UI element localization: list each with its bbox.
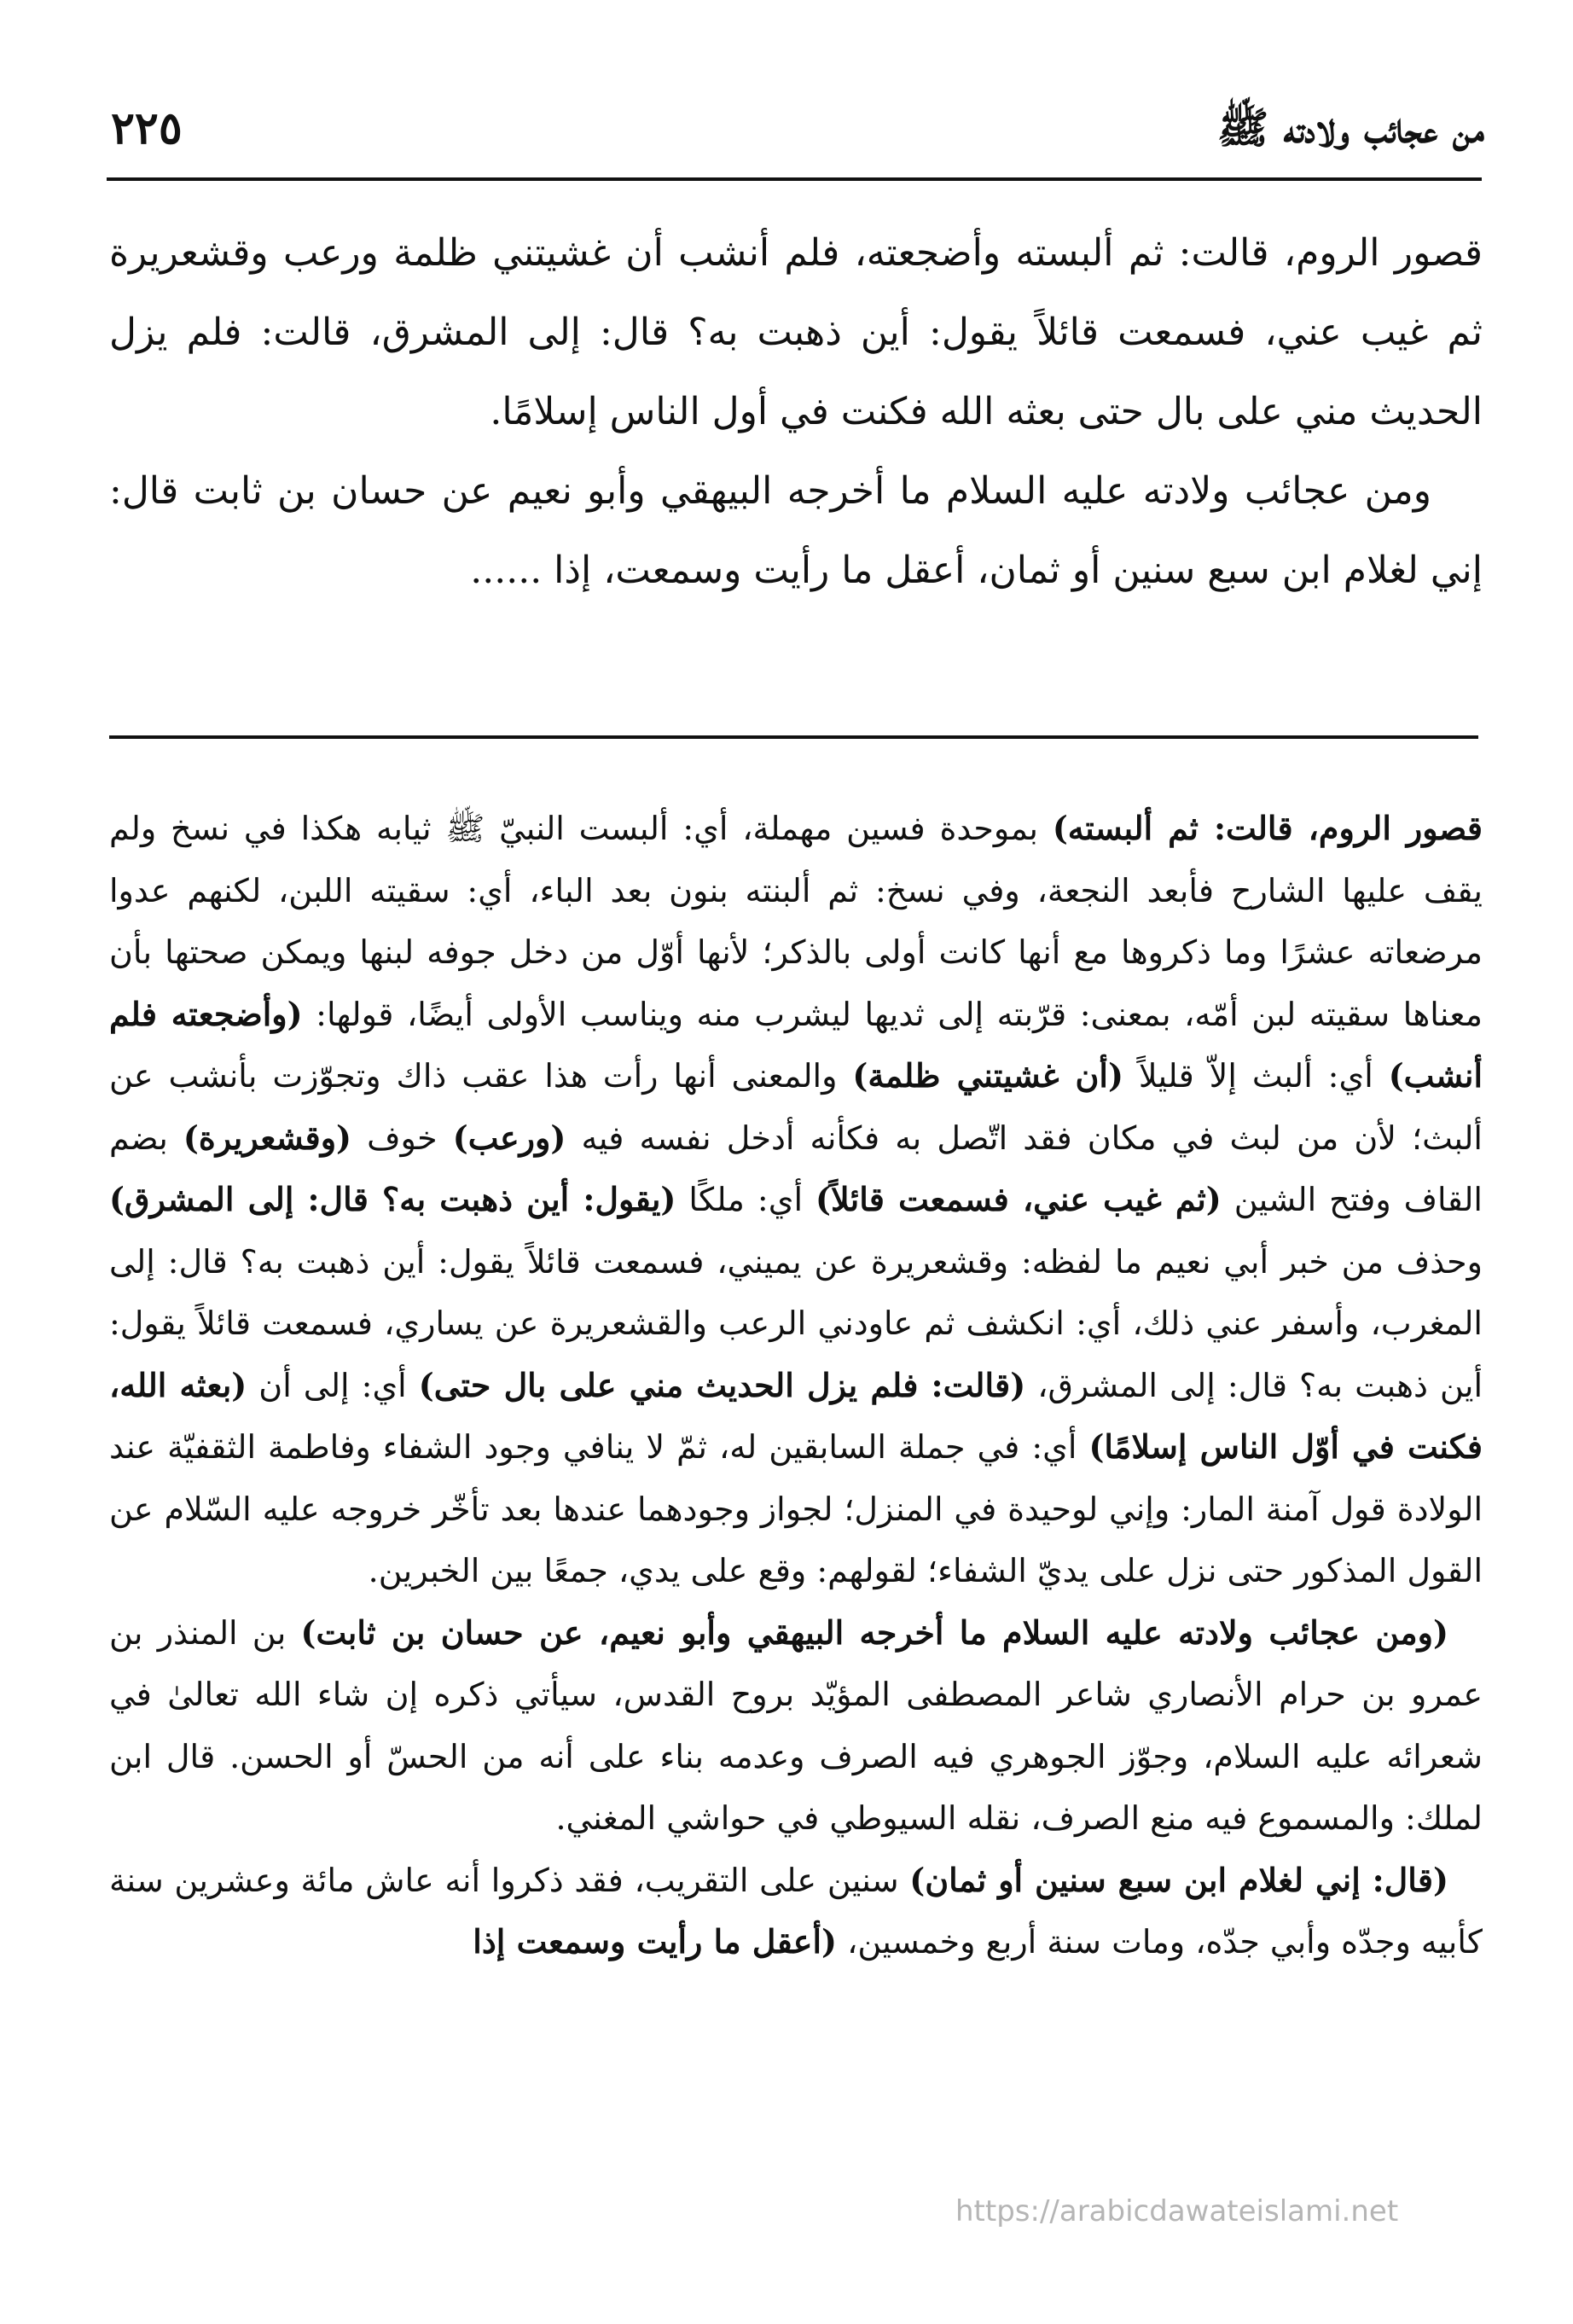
quoted-text: قصور الروم، قالت: ثم ألبسته) bbox=[1052, 809, 1483, 847]
quoted-text: (قالت: فلم يزل الحديث مني على بال حتى) bbox=[418, 1365, 1026, 1404]
quoted-text: (يقول: أين ذهبت به؟ قال: إلى المشرق) bbox=[109, 1180, 676, 1218]
commentary-text bbox=[109, 798, 1483, 1973]
quoted-text: (قال: إني لغلام ابن سبع سنين أو ثمان) bbox=[909, 1860, 1449, 1899]
watermark-url: https://arabicdawateislami.net bbox=[955, 2194, 1399, 2228]
header-rule bbox=[107, 177, 1482, 181]
quoted-text: (ثم غيب عني، فسمعت قائلاً) bbox=[815, 1180, 1222, 1218]
commentary-text-run: بموحدة فسين مهملة، أي: ألبست النبيّ ﷺ ثيابه هكذا في نسخ ولم يقف عليها الشارح فأبعد النجعة، وفي نسخ: ثم ألبنته بنون بعد الباء، أي: سقيته اللبن، لكنهم عدوا مرضعاته عشرًا وما ذكروها مع أنها كانت أولى بالذكر؛ لأنها أوّل من دخل جوفه لبنها ويمكن صحتها بأن معناها سقيته لبن أمّه، بمعنى: قرّبته إلى ثديها ليشرب منه ويناسب الأولى أيضًا، قولها: bbox=[109, 810, 1483, 1033]
quoted-text: (أن غشيتني ظلمة) bbox=[852, 1056, 1123, 1095]
commentary-text-run: سنين على التقريب، فقد ذكروا أنه عاش مائة وعشرين سنة كأبيه وجدّه وأبي جدّه، ومات سنة أربع وخمسين، bbox=[109, 1861, 1483, 1961]
commentary-paragraph bbox=[109, 1602, 1483, 1850]
footnote-separator bbox=[109, 735, 1478, 739]
quoted-text: (وأضجعته فلم أنشب) bbox=[109, 994, 1483, 1095]
chapter-title: من عجائب ولادته ﷺ bbox=[1216, 102, 1484, 153]
commentary-text-run: والمعنى أنها رأت هذا عقب ذاك وتجوّزت بأنشب عن ألبث؛ لأن من لبث في مكان فقد اتّصل به فكأنه أدخل نفسه فيه bbox=[109, 1057, 1483, 1157]
commentary-text-run: أي: ألبث إلاّ قليلاً bbox=[1123, 1057, 1389, 1095]
main-text bbox=[109, 213, 1483, 610]
quoted-text: (وقشعريرة) bbox=[183, 1118, 352, 1157]
main-paragraph: ومن عجائب ولادته عليه السلام ما أخرجه البيهقي وأبو نعيم عن حسان بن ثابت قال: إني لغلام ابن سبع سنين أو ثمان، أعقل ما رأيت وسمعت، إذا ...... bbox=[109, 469, 1483, 592]
commentary-text-run: بن المنذر بن عمرو بن حرام الأنصاري شاعر المصطفى المؤيّد بروح القدس، سيأتي ذكره إن شاء الله تعالىٰ في شعرائه عليه السلام، وجوّز الجوهري فيه الصرف وعدمه بناء على أنه من الحسّ أو الحسن. قال ابن لملك: والمسموع فيه منع الصرف، نقله السيوطي في حواشي المغني. bbox=[109, 1613, 1483, 1837]
commentary-text-run: أي: إلى أن bbox=[247, 1366, 419, 1404]
running-header bbox=[102, 94, 1484, 162]
main-paragraph: قصور الروم، قالت: ثم ألبسته وأضجعته، فلم أنشب أن غشيتني ظلمة ورعب وقشعريرة ثم غيب عني، فسمعت قائلاً يقول: أين ذهبت به؟ قال: إلى المشرق، قالت: فلم يزل الحديث مني على بال حتى بعثه الله فكنت في أول الناس إسلامًا. bbox=[109, 231, 1483, 433]
commentary-text-run: أي: في جملة السابقين له، ثمّ لا ينافي وجود الشفاء وفاطمة الثقفيّة عند الولادة قول آمنة المار: وإني لوحيدة في المنزل؛ لجواز وجودهما عندها بعد تأخّر خروجه عليه السّلام عن القول المذكور حتى نزل على يديّ الشفاء؛ لقولهم: وقع على يدي، جمعًا بين الخبرين. bbox=[109, 1428, 1483, 1589]
commentary-text-run: وحذف من خبر أبي نعيم ما لفظه: وقشعريرة عن يميني، فسمعت قائلاً يقول: أين ذهبت به؟ قال: إلى المغرب، وأسفر عني ذلك، أي: انكشف ثم عاودني الرعب والقشعريرة عن يساري، فسمعت قائلاً يقول: أين ذهبت به؟ قال: إلى المشرق، bbox=[109, 1242, 1483, 1404]
commentary-text-run: أي: ملكًا bbox=[676, 1181, 816, 1218]
commentary-paragraph bbox=[109, 1850, 1483, 1973]
quoted-text: (ومن عجائب ولادته عليه السلام ما أخرجه البيهقي وأبو نعيم، عن حسان بن ثابت) bbox=[300, 1612, 1448, 1652]
quoted-text: (ورعب) bbox=[452, 1118, 566, 1157]
page-number: ٢٢٥ bbox=[111, 102, 183, 154]
commentary-paragraph bbox=[109, 798, 1483, 1602]
quoted-text: (أعقل ما رأيت وسمعت إذا bbox=[473, 1922, 837, 1961]
commentary-text-run: بضم القاف وفتح الشين bbox=[109, 1118, 1483, 1218]
quoted-text: (بعثه الله، فكنت في أوّل الناس إسلامًا) bbox=[109, 1365, 1483, 1466]
commentary-text-run: خوف bbox=[351, 1118, 453, 1157]
